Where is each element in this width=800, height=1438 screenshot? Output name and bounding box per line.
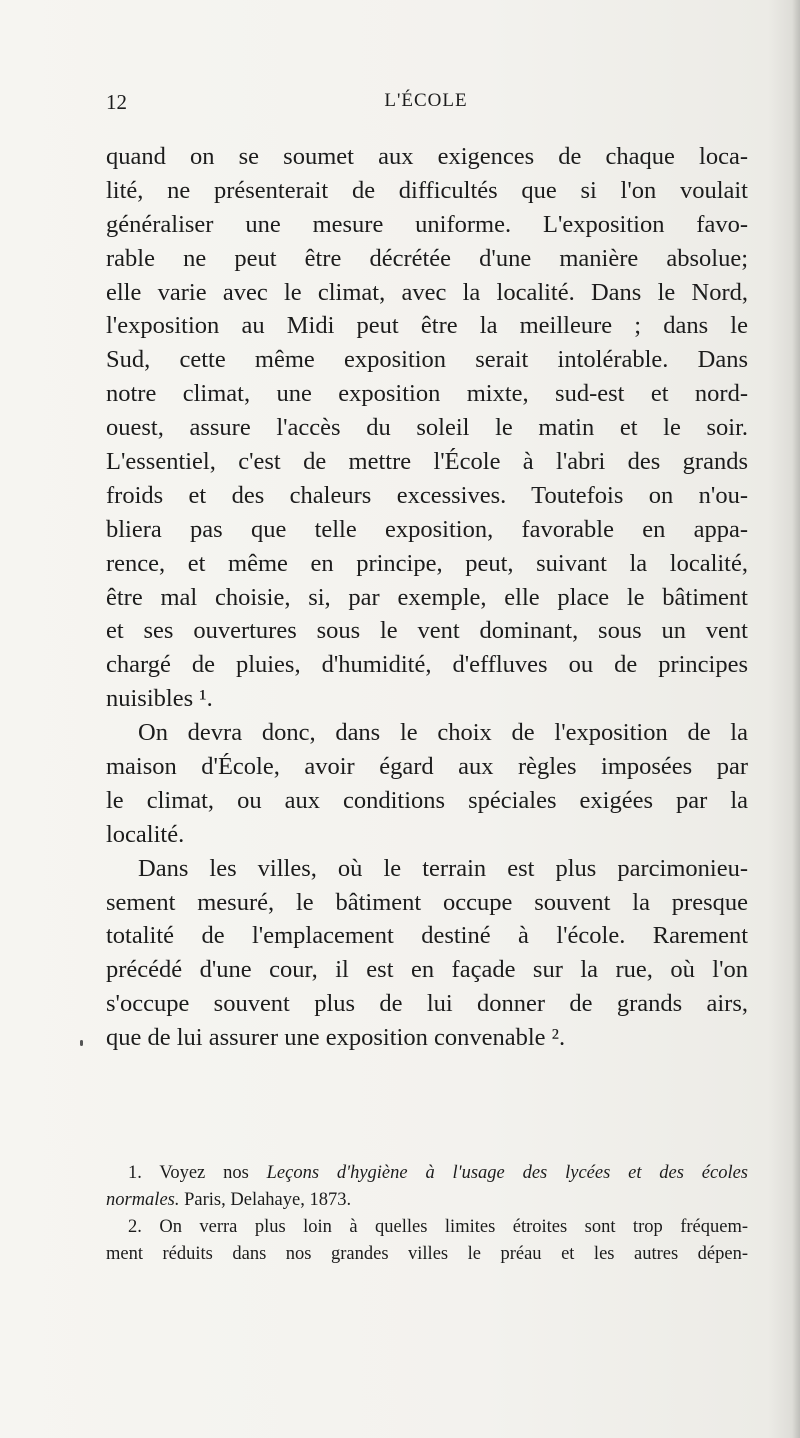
text-line: localité. [106,820,185,848]
text-line: lité, ne présenterait de difficultés que si l'on voulait [106,176,748,204]
text-line: rable ne peut être décrétée d'une manière absolue; [106,244,748,272]
text-line: totalité de l'emplacement destiné à l'école. Rarement [106,922,748,950]
text-line: l'exposition au Midi peut être la meilleure ; dans le [106,312,748,340]
text-line: sement mesuré, le bâtiment occupe souvent la presque [106,888,748,916]
running-head [106,90,746,118]
text-line: que de lui assurer une exposition convenable ². [106,1024,566,1052]
text-line: Dans les villes, où le terrain est plus parcimonieu- [138,854,748,882]
running-title: L'ÉCOLE [384,90,468,111]
text-line: précédé d'une cour, il est en façade sur la rue, où l'on [106,956,748,984]
footnote-2-line: 2. On verra plus loin à quelles limites étroites sont trop fréquem- [128,1217,748,1237]
footnote-1-line [106,1160,748,1187]
text-line: Sud, cette même exposition serait intolérable. Dans [106,346,748,374]
page-edge-shadow [792,0,800,1438]
text-line: être mal choisie, si, par exemple, elle place le bâtiment [106,583,748,611]
text-line: On devra donc, dans le choix de l'exposition de la [138,719,748,747]
footnote-1-lead: Voyez nos [159,1163,249,1183]
text-line: le climat, ou aux conditions spéciales exigées par la [106,786,748,814]
footnote-1-title: Leçons d'hygiène à l'usage des lycées et des écoles [266,1163,748,1183]
text-line: nuisibles ¹. [106,685,213,713]
text-line: L'essentiel, c'est de mettre l'École à l'abri des grands [106,448,748,476]
page-number: 12 [106,90,127,114]
text-line: s'occupe souvent plus de lui donner de grands airs, [106,990,748,1018]
text-line: ouest, assure l'accès du soleil le matin et le soir. [106,414,748,442]
text-line: rence, et même en principe, peut, suivant la localité, [106,549,748,577]
text-line: quand on se soumet aux exigences de chaque loca- [106,143,748,170]
footnote-1-line [106,1187,748,1214]
body-text [106,140,748,1055]
text-line: elle varie avec le climat, avec la localité. Dans le Nord, [106,278,748,306]
footnote-1-number: 1. [128,1163,142,1183]
footnote-1-imprint: Paris, Delahaye, 1873. [184,1190,352,1210]
footnote-1-title-cont: normales. [106,1190,180,1210]
text-line: bliera pas que telle exposition, favorable en appa- [106,515,748,543]
text-line: froids et des chaleurs excessives. Toutefois on n'ou- [106,481,748,509]
footnote-2-line: ment réduits dans nos grandes villes le préau et les autres dépen- [106,1244,748,1264]
text-line: chargé de pluies, d'humidité, d'effluves ou de principes [106,651,748,679]
text-line: maison d'École, avoir égard aux règles imposées par [106,753,748,781]
text-line: généraliser une mesure uniforme. L'exposition favo- [106,210,748,238]
text-line: et ses ouvertures sous le vent dominant, sous un vent [106,617,748,645]
ink-speck [80,1040,83,1046]
footnotes [106,1160,748,1268]
text-line: notre climat, une exposition mixte, sud-est et nord- [106,380,748,408]
